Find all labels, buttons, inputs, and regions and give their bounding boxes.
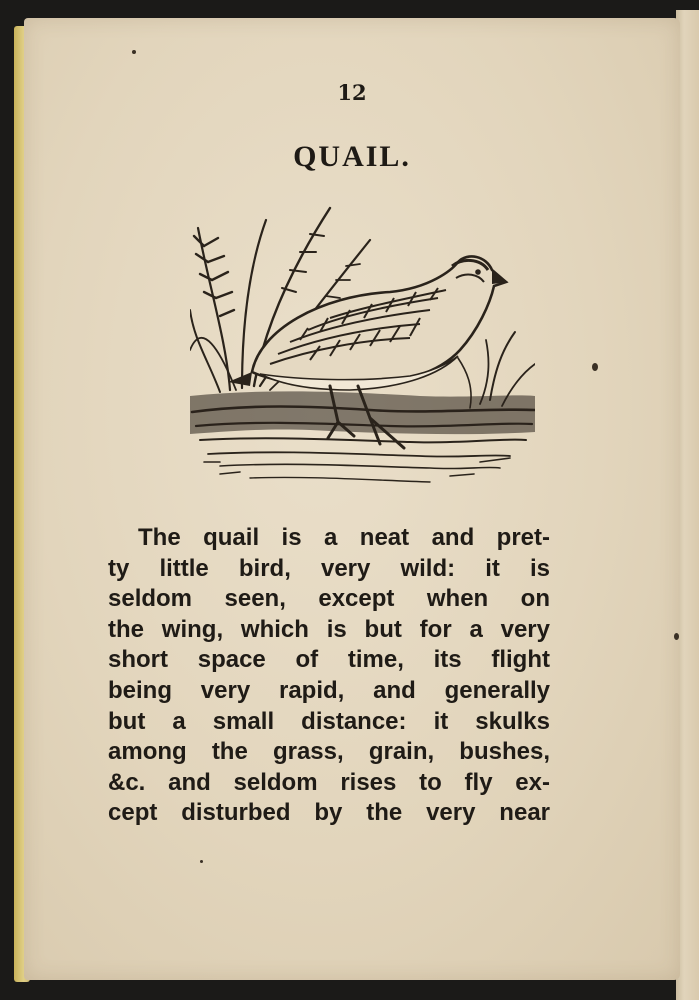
text-line: among the grass, grain, bushes, [108,738,550,766]
text-line: &c. and seldom rises to fly ex- [108,768,550,796]
text-line: the wing, which is but for a very [108,615,550,643]
paper-speck [200,860,203,863]
page-number: 12 [337,80,367,105]
paper-speck [132,50,136,54]
text-line: being very rapid, and generally [108,676,550,704]
body-paragraph [108,523,550,829]
text-line: cept disturbed by the very near [108,799,550,827]
page-title: QUAIL. [293,140,411,173]
text-line: but a small distance: it skulks [108,707,550,735]
text-line: short space of time, its flight [108,646,550,674]
text-line: The quail is a neat and pret- [138,524,550,551]
text-line: seldom seen, except when on [108,585,550,613]
paper-speck [674,633,679,640]
paper-speck [592,363,598,371]
text-line: ty little bird, very wild: it is [108,554,550,582]
quail-woodcut-icon [190,200,535,500]
